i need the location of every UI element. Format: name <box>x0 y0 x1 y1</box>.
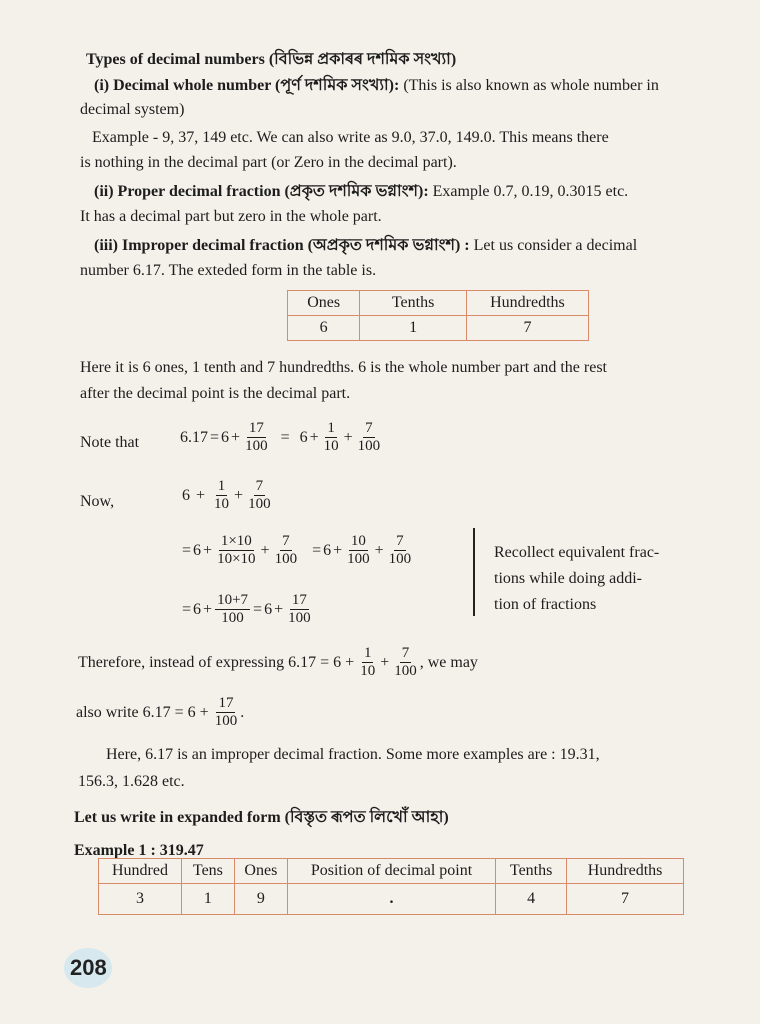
math-text: 6 <box>193 600 202 618</box>
fraction: $\frac{1}{10}$ <box>360 645 376 679</box>
step2-expression <box>180 592 314 627</box>
item2-rest: Example 0.7, 0.19, 0.3015 etc. <box>432 183 629 200</box>
table-cell: 3 <box>99 884 182 915</box>
now-label: Now, <box>80 493 115 510</box>
math-text: = <box>280 428 290 446</box>
math-text: + <box>274 600 284 618</box>
math-text: 6 <box>264 600 273 618</box>
here-line1: Here it is 6 ones, 1 tenth and 7 hundredths. 6 is the whole number part and the rest <box>80 359 607 376</box>
step1-expression <box>180 533 414 568</box>
table-cell: 1 <box>360 316 467 341</box>
item3-line <box>94 236 637 256</box>
table-cell: 9 <box>234 884 287 915</box>
improper-line1: Here, 6.17 is an improper decimal fraction. Some more examples are : 19.31, <box>106 746 600 763</box>
table-cell: . <box>287 884 495 915</box>
math-text: = <box>210 428 220 446</box>
math-text: + <box>260 541 270 559</box>
math-text: + <box>343 428 353 446</box>
item1-line <box>94 76 659 96</box>
item1-rest: (This is also known as whole number in <box>403 77 659 94</box>
example-line2: is nothing in the decimal part (or Zero in the decimal part). <box>80 154 457 171</box>
math-text: Therefore, instead of expressing 6.17 = 6 + <box>78 653 355 671</box>
table-cell: Hundredths <box>567 859 684 884</box>
math-text: + <box>234 486 244 504</box>
table-cell: 6 <box>288 316 360 341</box>
fraction: $\frac{10}{100}$ <box>347 533 370 567</box>
fraction: $\frac{17}{100}$ <box>288 592 311 626</box>
math-text: + <box>333 541 343 559</box>
math-text: + <box>231 428 241 446</box>
example1-heading: Example 1 : 319.47 <box>74 842 204 859</box>
math-text: 6 <box>193 541 202 559</box>
place-value-table-31947 <box>98 858 684 915</box>
item1-line2: decimal system) <box>80 101 185 118</box>
note-label: Note that <box>80 434 140 451</box>
therefore-line <box>78 645 478 680</box>
math-text: . <box>240 703 245 721</box>
divider-line <box>473 528 475 616</box>
item3-rest: Let us consider a decimal <box>473 237 638 254</box>
note-equation <box>180 420 383 455</box>
item3-title: (iii) Improper decimal fraction (অপ্ৰকৃত দশমিক ভগ্নাংশ) : <box>94 237 470 254</box>
note-line: tion of fractions <box>494 596 597 613</box>
place-value-table-617 <box>287 290 589 341</box>
math-text: + <box>309 428 319 446</box>
note-line: Recollect equivalent frac- <box>494 544 660 561</box>
item2-line2: It has a decimal part but zero in the whole part. <box>80 208 382 225</box>
types-heading: Types of decimal numbers (বিভিন্ন প্ৰকাৰৰ দশমিক সংখ্যা) <box>86 51 457 68</box>
fraction: $\frac{7}{100}$ <box>274 533 298 567</box>
table-cell: 7 <box>567 884 684 915</box>
math-text: + <box>203 600 213 618</box>
item3-line2: number 6.17. The exteded form in the table is. <box>80 262 377 279</box>
math-text: 6 <box>323 541 332 559</box>
table-row <box>288 316 589 341</box>
math-text: 6 <box>299 428 308 446</box>
table-cell: 7 <box>466 316 588 341</box>
math-text: + <box>203 541 213 559</box>
fraction: $\frac{7}{100}$ <box>357 420 381 454</box>
table-cell: Ones <box>288 291 360 316</box>
math-text: also write 6.17 = 6 + <box>76 703 209 721</box>
fraction: $\frac{1\times 10}{10\times 10}$ <box>217 533 256 567</box>
math-text: + <box>196 486 206 504</box>
now-expression <box>182 478 274 513</box>
improper-line2: 156.3, 1.628 etc. <box>78 773 185 790</box>
item2-line <box>94 182 628 202</box>
math-text: = <box>182 541 192 559</box>
fraction: $\frac{7}{100}$ <box>248 478 271 512</box>
table-cell: Tens <box>181 859 234 884</box>
fraction: $\frac{7}{100}$ <box>394 645 417 679</box>
also-line <box>76 695 244 730</box>
math-text: 6.17 <box>180 428 208 446</box>
recollect-note <box>494 540 659 618</box>
math-text: = <box>182 600 192 618</box>
table-cell: Position of decimal point <box>287 859 495 884</box>
math-text: = <box>312 541 322 559</box>
fraction: $\frac{1}{10}$ <box>214 478 230 512</box>
note-line: tions while doing addi- <box>494 570 642 587</box>
table-cell: Tenths <box>496 859 567 884</box>
item1-title: (i) Decimal whole number (পূৰ্ণ দশমিক সংখ্যা): <box>94 77 400 94</box>
page-number: 208 <box>70 955 107 980</box>
fraction: $\frac{17}{100}$ <box>214 695 238 729</box>
table-row <box>99 859 684 884</box>
table-cell: 4 <box>496 884 567 915</box>
math-text: 6 <box>221 428 230 446</box>
fraction: $\frac{10+7}{100}$ <box>217 592 249 626</box>
table-cell: Tenths <box>360 291 467 316</box>
math-text: + <box>380 653 390 671</box>
table-row <box>99 884 684 915</box>
math-text: 6 <box>182 486 190 504</box>
example-line1: Example - 9, 37, 149 etc. We can also write as 9.0, 37.0, 149.0. This means there <box>92 129 609 146</box>
table-cell: 1 <box>181 884 234 915</box>
math-text: + <box>374 541 384 559</box>
table-cell: Ones <box>234 859 287 884</box>
math-text: = <box>253 600 263 618</box>
fraction: $\frac{17}{100}$ <box>245 420 268 454</box>
item2-title: (ii) Proper decimal fraction (প্ৰকৃত দশমিক ভগ্নাংশ): <box>94 183 429 200</box>
fraction: $\frac{1}{10}$ <box>323 420 339 454</box>
math-text: , we may <box>419 653 478 671</box>
fraction: $\frac{7}{100}$ <box>388 533 412 567</box>
here-line2: after the decimal point is the decimal part. <box>80 385 351 402</box>
table-cell: Hundredths <box>466 291 588 316</box>
table-row <box>288 291 589 316</box>
expanded-heading: Let us write in expanded form (বিস্তৃত ৰূপত লিখোঁ আহা) <box>74 809 449 826</box>
table-cell: Hundred <box>99 859 182 884</box>
